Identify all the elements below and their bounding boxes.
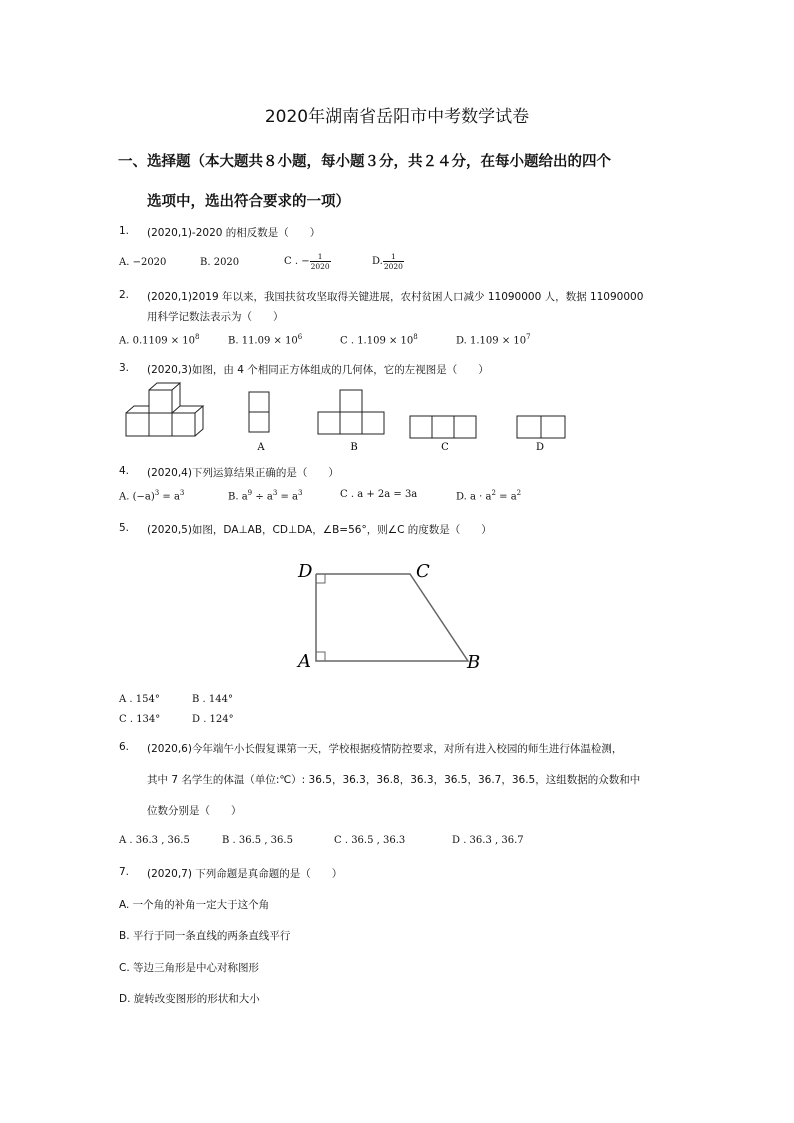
q2-option-a-base: A. 0.1109 × 10: [119, 335, 196, 347]
q2-option-a: [119, 333, 200, 346]
q7-option-a: A. 一个角的补角一定大于这个角: [119, 899, 270, 911]
q6-number: 6.: [119, 741, 130, 753]
q1-option-c-prefix: C . −: [284, 256, 310, 267]
q3-solid-figure: [126, 383, 203, 436]
q5-right-angle-a: [316, 652, 325, 661]
q5-point-d: D: [298, 561, 313, 582]
q3-label-d: D: [535, 442, 545, 453]
q4-option-d-rest: = a: [495, 491, 517, 503]
q1-option-d-denominator: 2020: [383, 262, 403, 271]
q5-trapezoid-figure: [290, 550, 500, 680]
q3-label-a: A: [257, 442, 265, 453]
q6-text-line2: 其中 7 名学生的体温（单位:℃）: 36.5，36.3，36.8，36.3，36.5，36.7，36.5，这组数据的众数和中: [147, 774, 641, 786]
q3-view-b: [318, 390, 384, 434]
q2-text-line2: 用科学记数法表示为（ ）: [147, 311, 284, 323]
q6-option-a: A . 36.3 , 36.5: [119, 835, 190, 846]
q1-option-a: A. −2020: [119, 257, 167, 268]
q4-option-a-exponent: 3: [154, 489, 160, 497]
q4-option-b-mid: ÷ a: [252, 491, 273, 503]
q2-option-c-exponent: 8: [413, 333, 418, 341]
q3-label-c: C: [441, 442, 449, 453]
q6-text-line3: 位数分别是（ ）: [147, 805, 242, 817]
q7-option-b: B. 平行于同一条直线的两条直线平行: [119, 930, 291, 942]
q2-option-c-base: C . 1.109 × 10: [340, 335, 414, 347]
q4-option-d: [456, 489, 521, 502]
section-heading-line2: 选项中，选出符合要求的一项）: [147, 194, 350, 210]
section-heading-line1: 一、选择题（本大题共８小题，每小题３分，共２４分，在每小题给出的四个: [118, 154, 611, 170]
q1-option-c-numerator: 1: [310, 252, 331, 262]
q5-option-d: D . 124°: [192, 714, 234, 725]
q2-option-b-exponent: 6: [297, 333, 303, 341]
q4-option-a-exponent2: 3: [179, 489, 185, 497]
q4-option-b-exponent2: 3: [272, 489, 278, 497]
q3-label-b: B: [350, 442, 358, 453]
q3-view-a: [249, 392, 269, 432]
q3-number: 3.: [119, 362, 130, 374]
q5-text: (2020,5)如图，DA⊥AB，CD⊥DA，∠B=56°，则∠C 的度数是（ ）: [147, 524, 492, 536]
q4-option-d-exponent: 2: [491, 489, 496, 497]
q4-option-d-exponent2: 2: [516, 489, 522, 497]
q4-option-c: C . a + 2a = 3a: [340, 489, 418, 500]
q2-text-line1: (2020,1)2019 年以来，我国扶贫攻坚取得关键进展，农村贫困人口减少 11090000 人，数据 11090000: [147, 291, 644, 303]
q5-point-a: A: [298, 651, 311, 672]
q7-option-c: C. 等边三角形是中心对称图形: [119, 962, 260, 974]
q3-figures: [118, 382, 578, 458]
q5-point-b: B: [467, 652, 481, 673]
q7-number: 7.: [119, 866, 130, 878]
q4-option-b-exponent: 9: [247, 489, 253, 497]
q3-view-d: [517, 416, 565, 438]
q6-option-d: D . 36.3 , 36.7: [452, 835, 524, 846]
q6-option-b: B . 36.5 , 36.5: [222, 835, 293, 846]
q1-number: 1.: [119, 225, 130, 237]
q2-option-b-base: B. 11.09 × 10: [228, 335, 298, 347]
q1-option-d: [372, 252, 404, 271]
q4-option-a-base: A. (−a): [119, 491, 155, 503]
q5-option-c: C . 134°: [119, 714, 161, 725]
q4-option-b-rest: = a: [277, 491, 299, 503]
q4-number: 4.: [119, 465, 130, 477]
page-title: 2020年湖南省岳阳市中考数学试卷: [264, 107, 530, 127]
q5-trapezoid-outline: [316, 574, 468, 661]
q7-option-d: D. 旋转改变图形的形状和大小: [119, 993, 260, 1005]
q4-text: (2020,4)下列运算结果正确的是（ ）: [147, 467, 339, 479]
q5-point-c: C: [416, 561, 430, 582]
q5-right-angle-d: [316, 574, 325, 583]
q7-text: (2020,7) 下列命题是真命题的是（ ）: [147, 868, 343, 880]
q1-option-b: B. 2020: [200, 257, 240, 268]
q1-option-d-prefix: D.: [372, 256, 383, 267]
q4-option-d-base: D. a · a: [456, 491, 492, 503]
q2-option-a-exponent: 8: [195, 333, 200, 341]
q2-option-d-exponent: 7: [526, 333, 531, 341]
q4-option-a-rest: = a: [159, 491, 180, 503]
q6-text-line1: (2020,6)今年端午小长假复课第一天，学校根据疫情防控要求，对所有进入校园的师生进行体温检测，: [147, 743, 623, 755]
q1-option-c: [284, 252, 331, 271]
q5-number: 5.: [119, 522, 130, 534]
q1-option-d-numerator: 1: [383, 252, 404, 262]
q6-option-c: C . 36.5 , 36.3: [334, 835, 406, 846]
q4-option-a: [119, 489, 184, 502]
q2-option-b: [228, 333, 302, 346]
q3-view-c: [410, 416, 476, 438]
q4-option-b-exponent3: 3: [298, 489, 303, 497]
q4-option-b: [228, 489, 302, 502]
q5-option-b: B . 144°: [192, 694, 233, 705]
q4-option-b-base: B. a: [228, 491, 248, 503]
q1-option-c-denominator: 2020: [310, 262, 330, 271]
q5-option-a: A . 154°: [119, 694, 160, 705]
q2-option-d: [456, 333, 531, 346]
q1-text: (2020,1)-2020 的相反数是（ ）: [147, 227, 321, 239]
q2-option-c: [340, 333, 418, 346]
q2-number: 2.: [119, 289, 130, 301]
q2-option-d-base: D. 1.109 × 10: [456, 335, 527, 347]
q3-text: (2020,3)如图，由 4 个相同正方体组成的几何体，它的左视图是（ ）: [147, 364, 489, 376]
